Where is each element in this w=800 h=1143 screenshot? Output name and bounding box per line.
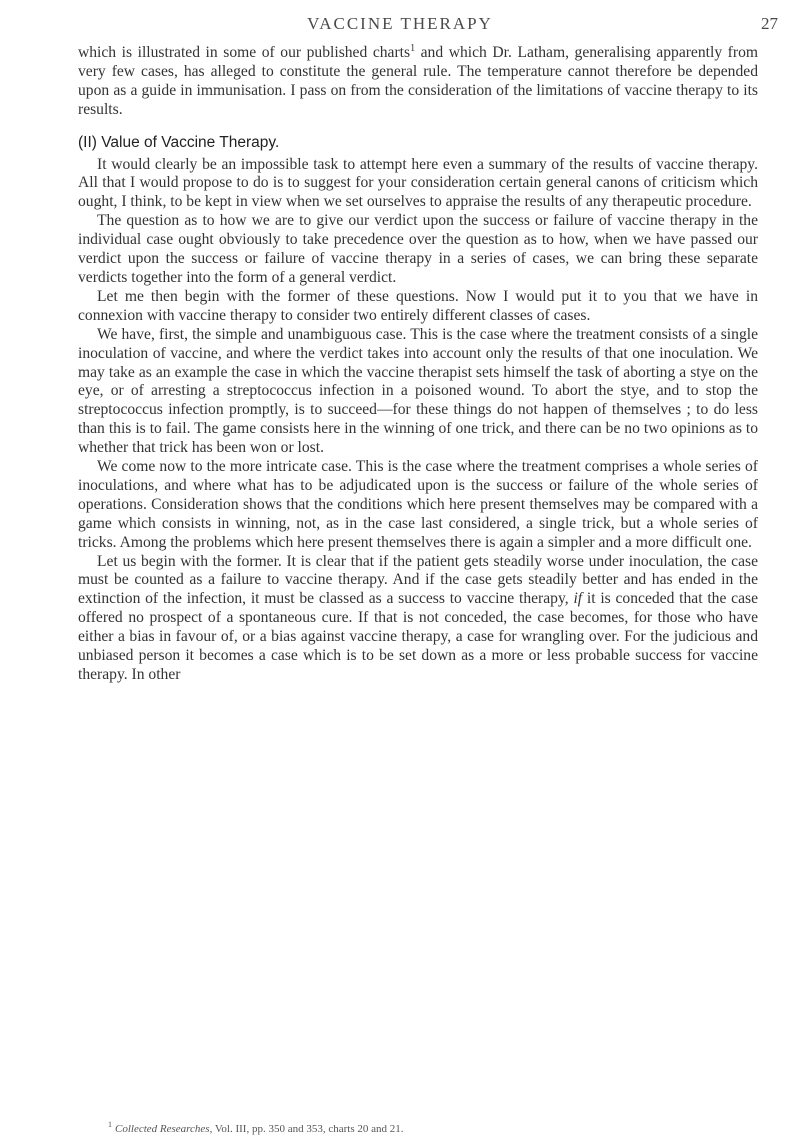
page-number: 27: [761, 14, 778, 33]
paragraph-2: It would clearly be an impossible task to attempt here even a summary of the results of vaccine therapy. All that I would propose to do is to suggest for your consideration certain general canons of criticism which ought, I think, to be kept in view when we set ourselves to appraise the results of any therapeutic procedure.: [78, 155, 758, 211]
paragraph-3: The question as to how we are to give our verdict upon the success or failure of vaccine therapy in the individual case ought obviously to take precedence over the question as to how, when we have passed our verdict upon the success or failure of vaccine therapy in a series of cases, we can bring these separate verdicts together into the form of a general verdict.: [78, 212, 758, 286]
footnote-reference: , Vol. III, pp. 350 and 353, charts 20 and 21.: [209, 1123, 404, 1135]
footnote: [108, 1120, 748, 1136]
p1-text-start: which is illustrated in some of our published charts: [78, 44, 411, 61]
running-title: VACCINE THERAPY: [307, 14, 493, 33]
p7-text-start: Let us begin with the former. It is clear that if the patient gets steadily worse under inoculation, the case must be counted as a failure to vaccine therapy. And if the case gets steadily better and has ended in the extinction of the infection, it must be classed as a success to vaccine therapy,: [78, 552, 758, 608]
paragraph-6: We come now to the more intricate case. This is the case where the treatment comprises a whole series of inoculations, and where what has to be adjudicated upon is the success or failure of the whole series of operations. Consideration shows that the conditions which here present themselves may be compared with a game which consists in winning, not, as in the case last considered, a single trick, but a whole series of tricks. Among the problems which here present themselves there is again a simpler and a more difficult one.: [78, 458, 758, 551]
paragraph-1: [78, 44, 758, 120]
p7-italic-if: if: [573, 590, 583, 608]
p7-text-end: it is conceded that the case offered no prospect of a spontaneous cure. If that is not conceded, the case becomes, for those who have either a bias in favour of, or a bias against vaccine therapy, a case for wrangling over. For the judicious and unbiased person it becomes a case which is to be set down as a more or less probable success for vaccine therapy. In other: [78, 590, 758, 683]
paragraph-5: We have, first, the simple and unambiguous case. This is the case where the treatment consists of a single inoculation of vaccine, and where the verdict takes into account only the results of that one inoculation. We may take as an example the case in which the vaccine therapist sets himself the task of aborting a stye on the eye, or of arresting a streptococcus infection in a poisoned wound. To abort the stye, and to stop the streptococcus infection promptly, is to succeed—for these things do not happen of themselves ; to do less than this is to fail. The game consists here in the winning of one trick, and there can be no two opinions as to whether that trick has been won or lost.: [78, 325, 758, 457]
section-heading: (II) Value of Vaccine Therapy.: [78, 133, 280, 151]
paragraph-4: Let me then begin with the former of these questions. Now I would put it to you that we have in connexion with vaccine therapy to consider two entirely different classes of cases.: [78, 287, 758, 324]
p1-text-end: and which Dr. Latham, generalising apparently from very few cases, has alleged to constitute the general rule. The temperature cannot therefore be depended upon as a guide in immunisation. I pass on from the consideration of the limitations of vaccine therapy to its results.: [78, 44, 758, 118]
footnote-number: 1: [108, 1120, 112, 1130]
body-text: [78, 44, 758, 685]
running-head: [0, 8, 800, 38]
footnote-marker: 1: [410, 42, 416, 54]
footnote-title: Collected Researches: [115, 1123, 210, 1135]
paragraph-7: [78, 553, 758, 685]
